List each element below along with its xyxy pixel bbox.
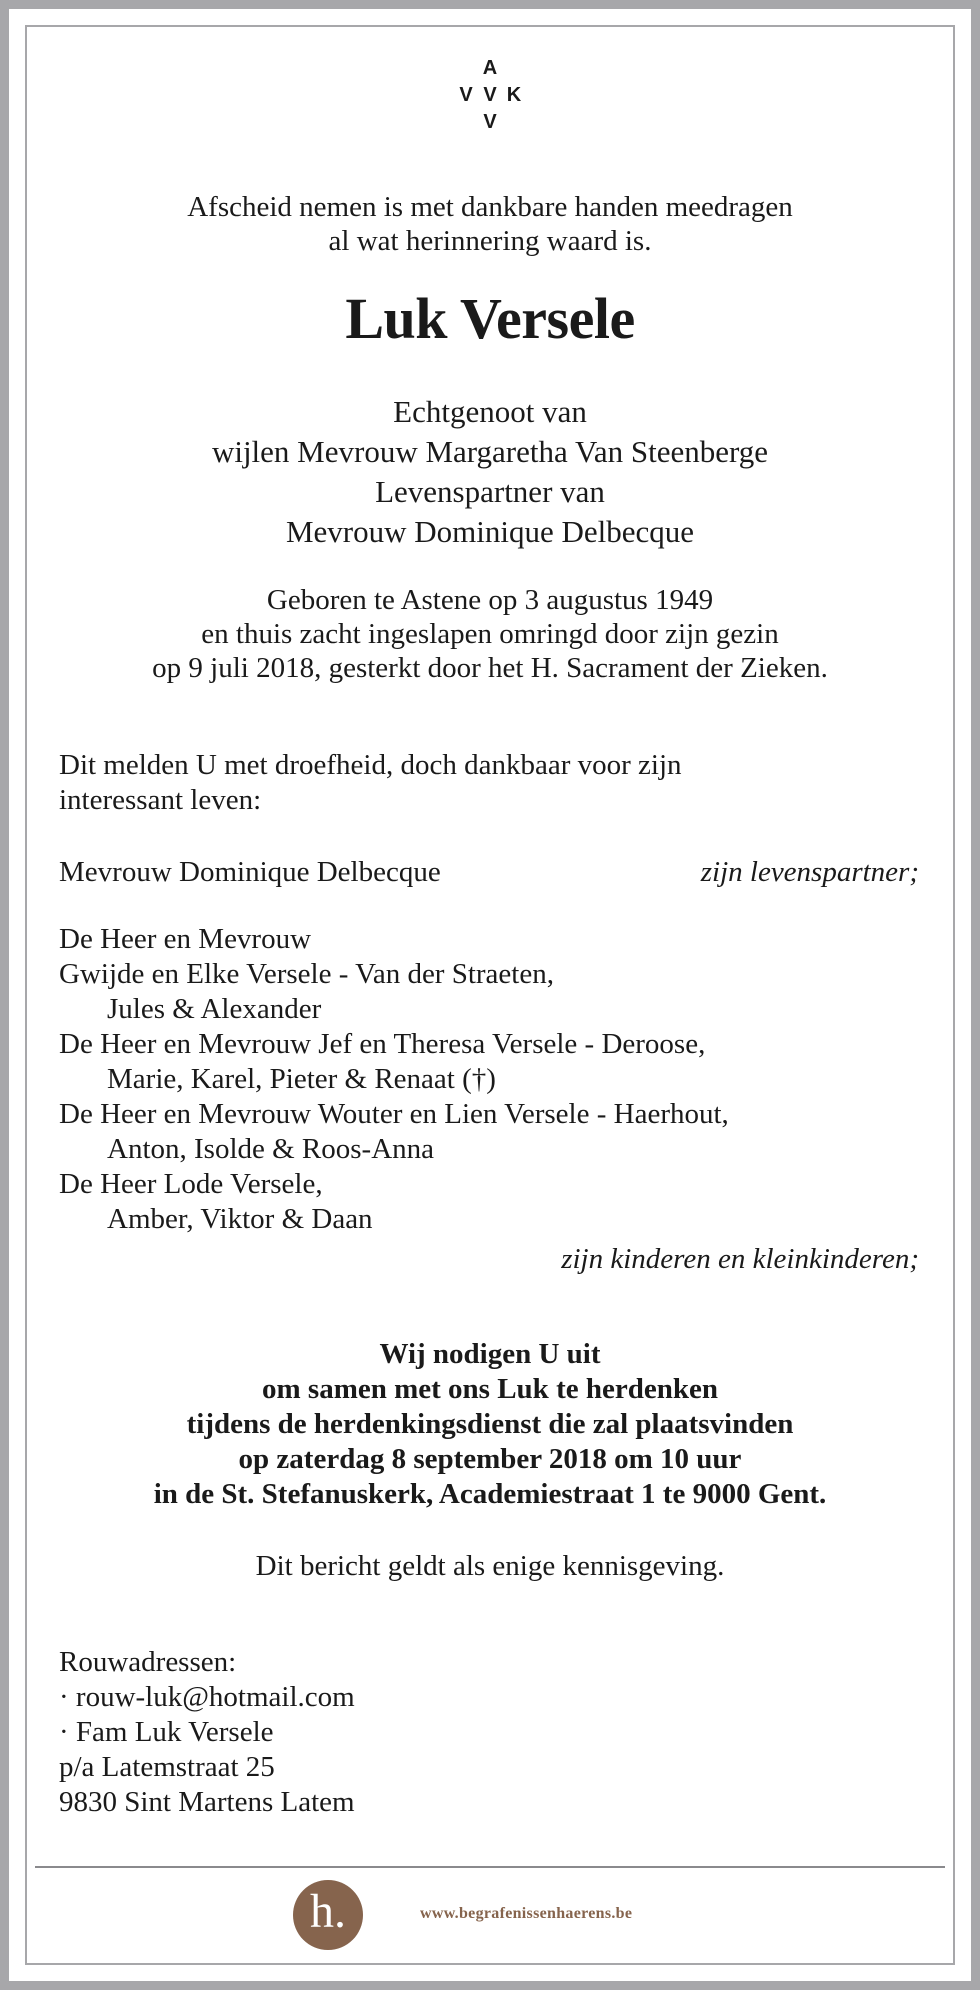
announcement-text bbox=[59, 748, 919, 818]
relation-line: Mevrouw Dominique Delbecque bbox=[285, 514, 695, 549]
avvkv-cross-symbol bbox=[440, 56, 540, 136]
invitation-line: tijdens de herdenkingsdienst die zal plaatsvinden bbox=[186, 1408, 794, 1440]
invitation-line: Wij nodigen U uit bbox=[379, 1338, 601, 1370]
partner-entry bbox=[59, 855, 919, 890]
relation-line: Echtgenoot van bbox=[393, 394, 587, 429]
partner-role: zijn levenspartner; bbox=[700, 856, 919, 888]
invitation-line: op zaterdag 8 september 2018 om 10 uur bbox=[238, 1443, 742, 1475]
address-line: p/a Latemstraat 25 bbox=[59, 1751, 275, 1783]
invitation-line: om samen met ons Luk te herdenken bbox=[262, 1373, 718, 1405]
family-line: Gwijde en Elke Versele - Van der Straeten, bbox=[59, 958, 554, 990]
symbol-letter-right: K bbox=[506, 84, 522, 106]
addresses-heading: Rouwadressen: bbox=[59, 1646, 237, 1678]
invitation-line: in de St. Stefanuskerk, Academiestraat 1 te 9000 Gent. bbox=[153, 1478, 827, 1510]
funeral-home-website-link[interactable]: www.begrafenissenhaerens.be bbox=[420, 1905, 633, 1922]
family-line: De Heer en Mevrouw Jef en Theresa Versele - Deroose, bbox=[59, 1028, 706, 1060]
relation-line: Levenspartner van bbox=[375, 474, 605, 509]
sole-notice: Dit bericht geldt als enige kennisgeving. bbox=[255, 1550, 725, 1582]
email-address[interactable]: · rouw-luk@hotmail.com bbox=[59, 1681, 355, 1713]
quote-line: al wat herinnering waard is. bbox=[328, 225, 652, 257]
birth-death-line: Geboren te Astene op 3 augustus 1949 bbox=[266, 584, 714, 616]
announcement-line: Dit melden U met droefheid, doch dankbaar voor zijn bbox=[59, 749, 682, 781]
spouse-partner-block bbox=[40, 392, 940, 552]
announcement-line: interessant leven: bbox=[59, 784, 262, 816]
quote-line: Afscheid nemen is met dankbare handen meedragen bbox=[187, 191, 793, 223]
partner-name: Mevrouw Dominique Delbecque bbox=[59, 856, 441, 888]
address-line: · Fam Luk Versele bbox=[59, 1716, 274, 1748]
children-role: zijn kinderen en kleinkinderen; bbox=[561, 1243, 919, 1275]
family-line: De Heer en Mevrouw Wouter en Lien Versele - Haerhout, bbox=[59, 1098, 729, 1130]
family-line: De Heer en Mevrouw bbox=[59, 923, 312, 955]
family-line: De Heer Lode Versele, bbox=[59, 1168, 323, 1200]
mourning-addresses bbox=[59, 1645, 919, 1820]
symbol-letter-top: A bbox=[482, 57, 498, 79]
invitation-block bbox=[40, 1337, 940, 1512]
footer-divider bbox=[35, 1866, 945, 1868]
grandchildren-line: Marie, Karel, Pieter & Renaat (†) bbox=[107, 1063, 496, 1095]
funeral-home-logo: h. bbox=[293, 1880, 363, 1950]
grandchildren-line: Jules & Alexander bbox=[107, 993, 322, 1025]
address-line: 9830 Sint Martens Latem bbox=[59, 1786, 355, 1818]
symbol-letter-bottom: V bbox=[483, 111, 497, 133]
children-list bbox=[59, 922, 919, 1237]
symbol-letter-center: V bbox=[483, 84, 497, 106]
symbol-letter-left: V bbox=[459, 84, 473, 106]
relation-line: wijlen Mevrouw Margaretha Van Steenberge bbox=[211, 434, 769, 469]
grandchildren-line: Anton, Isolde & Roos-Anna bbox=[107, 1133, 435, 1165]
deceased-name: Luk Versele bbox=[345, 286, 635, 351]
opening-quote bbox=[40, 190, 940, 258]
birth-death-line: op 9 juli 2018, gesterkt door het H. Sacrament der Zieken. bbox=[152, 652, 828, 684]
grandchildren-line: Amber, Viktor & Daan bbox=[107, 1203, 373, 1235]
birth-death-line: en thuis zacht ingeslapen omringd door zijn gezin bbox=[201, 618, 779, 650]
birth-death-details bbox=[40, 583, 940, 685]
